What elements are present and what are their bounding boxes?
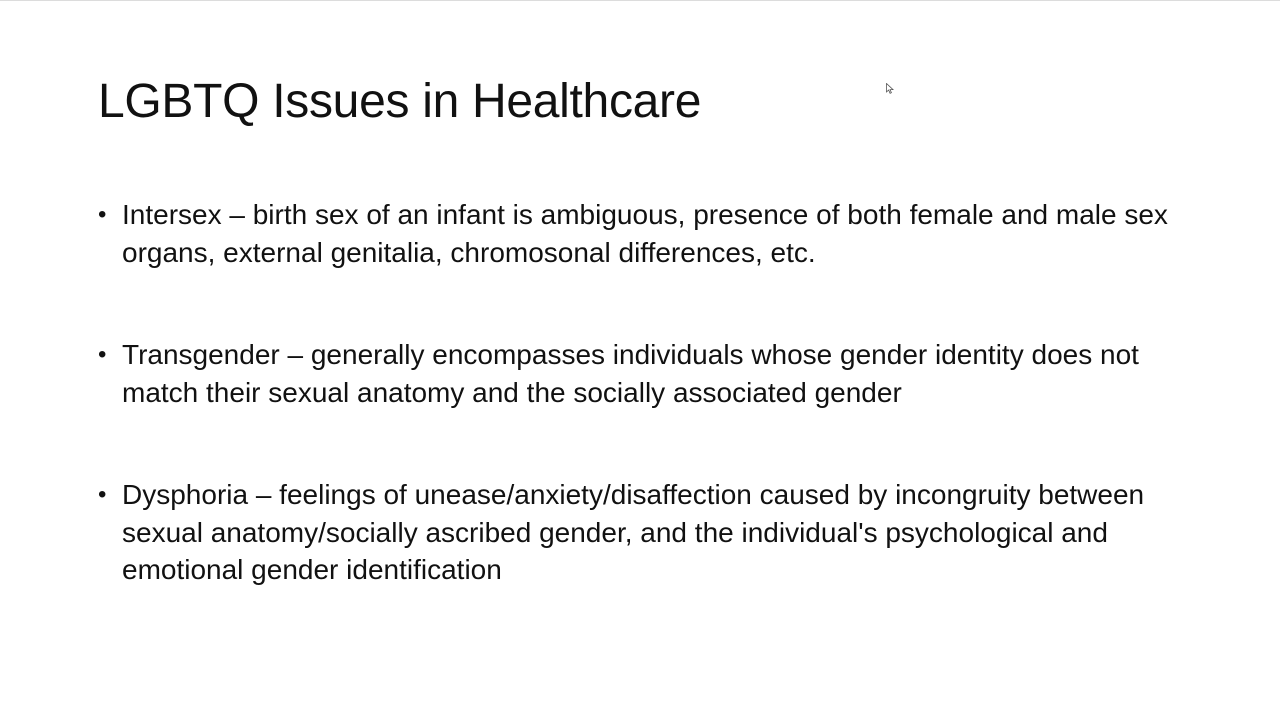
slide-top-border	[0, 0, 1280, 1]
bullet-item-intersex	[98, 196, 1188, 271]
bullet-marker: •	[98, 341, 107, 368]
bullet-text-transgender: Transgender – generally encompasses individuals whose gender identity does not match their sexual anatomy and the socially associated gender	[122, 339, 1139, 408]
bullet-item-dysphoria	[98, 476, 1188, 589]
slide-title: LGBTQ Issues in Healthcare	[98, 75, 702, 128]
bullet-list	[98, 196, 1188, 589]
bullet-marker: •	[98, 201, 107, 228]
bullet-item-transgender	[98, 336, 1188, 411]
bullet-text-intersex: Intersex – birth sex of an infant is ambiguous, presence of both female and male sex organs, external genitalia, chromosonal differences, etc.	[122, 199, 1168, 268]
bullet-text-dysphoria: Dysphoria – feelings of unease/anxiety/disaffection caused by incongruity between sexual anatomy/socially ascribed gender, and the individual's psychological and emotional gender identification	[122, 479, 1145, 585]
mouse-pointer-icon	[886, 83, 894, 94]
bullet-marker: •	[98, 481, 107, 508]
